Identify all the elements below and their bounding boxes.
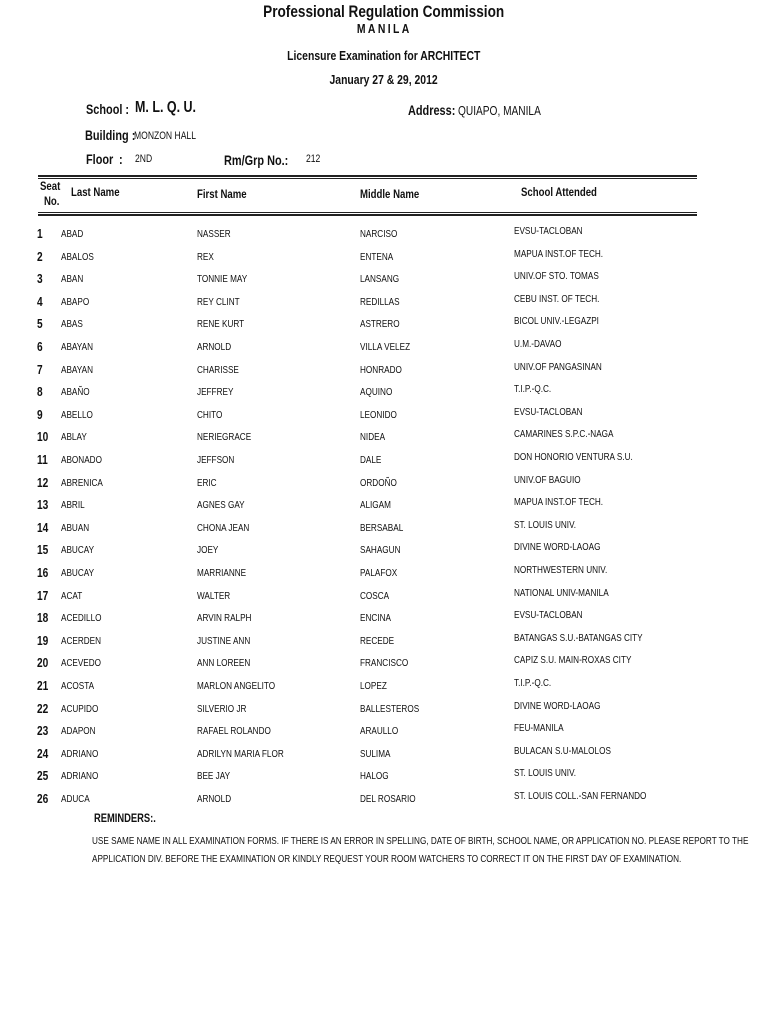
school-cell: U.M.-DAVAO	[514, 338, 562, 350]
first-name-cell: TONNIE MAY	[197, 273, 248, 286]
seat-number: 10	[37, 429, 49, 445]
last-name-cell: ABUAN	[61, 521, 90, 534]
col-header-school: School Attended	[521, 185, 597, 199]
table-row	[0, 518, 768, 544]
reminders-heading: REMINDERS:.	[94, 811, 156, 825]
last-name-cell: ABAD	[61, 228, 84, 240]
middle-name-cell: ARAULLO	[360, 725, 399, 738]
table-row	[0, 677, 768, 702]
seat-number: 16	[37, 565, 49, 580]
table-row	[0, 699, 768, 725]
first-name-cell: MARLON ANGELITO	[197, 680, 276, 692]
first-name-cell: ARNOLD	[197, 793, 232, 805]
exam-dates: January 27 & 29, 2012	[329, 72, 439, 87]
middle-name-cell: DALE	[360, 454, 382, 466]
header-top-rule-thin	[38, 178, 697, 179]
last-name-cell: ABELLO	[61, 408, 93, 421]
middle-name-cell: ENCINA	[360, 612, 391, 625]
last-name-cell: ACERDEN	[61, 634, 102, 647]
table-row	[0, 225, 768, 250]
table-row	[0, 541, 768, 566]
seat-number: 23	[37, 723, 49, 739]
last-name-cell: ABRIL	[61, 499, 85, 512]
last-name-cell: ABAYAN	[61, 363, 94, 376]
seat-number: 19	[37, 632, 49, 648]
first-name-cell: RENE KURT	[197, 318, 245, 331]
last-name-cell: ABAS	[61, 318, 83, 331]
seat-number: 9	[37, 406, 43, 422]
middle-name-cell: FRANCISCO	[360, 657, 409, 670]
table-row	[0, 383, 768, 408]
middle-name-cell: SULIMA	[360, 747, 391, 760]
school-cell: ST. LOUIS UNIV.	[514, 767, 577, 780]
school-label: School :	[86, 101, 130, 117]
table-row	[0, 315, 768, 340]
school-cell: UNIV.OF BAGUIO	[514, 473, 581, 486]
seat-number: 7	[37, 361, 43, 377]
seat-number: 4	[37, 293, 43, 309]
room-label: Rm/Grp No.:	[224, 152, 289, 168]
address-value: QUIAPO, MANILA	[458, 103, 541, 118]
school-cell: EVSU-TACLOBAN	[514, 609, 583, 622]
col-header-last-name: Last Name	[71, 185, 120, 199]
school-cell: ST. LOUIS COLL.-SAN FERNANDO	[514, 790, 647, 802]
table-row	[0, 270, 768, 295]
seat-number: 14	[37, 519, 49, 535]
table-row	[0, 247, 768, 273]
seat-number: 17	[37, 587, 49, 603]
first-name-cell: NASSER	[197, 228, 231, 240]
school-cell: DON HONORIO VENTURA S.U.	[514, 451, 633, 463]
seat-number: 24	[37, 745, 49, 761]
floor-colon: :	[119, 151, 123, 167]
middle-name-cell: DEL ROSARIO	[360, 793, 416, 805]
last-name-cell: ACEVEDO	[61, 657, 102, 670]
school-cell: ST. LOUIS UNIV.	[514, 518, 577, 531]
table-row	[0, 405, 768, 431]
last-name-cell: ABUCAY	[61, 544, 95, 557]
table-row	[0, 654, 768, 679]
seat-number: 5	[37, 316, 43, 332]
header-bottom-rule-thick	[38, 214, 697, 216]
school-cell: CAPIZ S.U. MAIN-ROXAS CITY	[514, 654, 632, 667]
last-name-cell: ACEDILLO	[61, 612, 102, 625]
middle-name-cell: VILLA VELEZ	[360, 341, 411, 353]
last-name-cell: ACUPIDO	[61, 702, 99, 715]
last-name-cell: ABALOS	[61, 250, 94, 263]
table-row	[0, 451, 768, 476]
reminders-line-2: APPLICATION DIV. BEFORE THE EXAMINATION OR KINDLY REQUEST YOUR ROOM WATCHERS TO CORRECT IT ON THE FIRST DAY OF EXAMINATION.	[92, 853, 682, 865]
middle-name-cell: NARCISO	[360, 228, 398, 240]
school-cell: BICOL UNIV.-LEGAZPI	[514, 315, 599, 328]
middle-name-cell: ASTRERO	[360, 318, 400, 331]
first-name-cell: BEE JAY	[197, 770, 231, 783]
school-cell: NORTHWESTERN UNIV.	[514, 564, 608, 576]
floor-label: Floor	[86, 151, 114, 167]
first-name-cell: REX	[197, 250, 214, 263]
school-cell: T.I.P.-Q.C.	[514, 383, 552, 396]
last-name-cell: ABAN	[61, 273, 84, 286]
last-name-cell: ADAPON	[61, 725, 96, 738]
table-row	[0, 744, 768, 770]
last-name-cell: ABAYAN	[61, 341, 94, 353]
table-row	[0, 496, 768, 521]
last-name-cell: ABLAY	[61, 431, 87, 444]
col-header-middle-name: Middle Name	[360, 187, 420, 201]
seat-number: 18	[37, 610, 49, 626]
first-name-cell: NERIEGRACE	[197, 431, 252, 444]
middle-name-cell: PALAFOX	[360, 567, 398, 579]
school-cell: MAPUA INST.OF TECH.	[514, 496, 604, 509]
reminders-text	[92, 832, 768, 868]
school-cell: T.I.P.-Q.C.	[514, 677, 552, 689]
document-title: Professional Regulation Commission	[263, 2, 505, 21]
table-row	[0, 292, 768, 318]
first-name-cell: MARRIANNE	[197, 567, 247, 579]
seat-number: 2	[37, 248, 43, 264]
school-cell: DIVINE WORD-LAOAG	[514, 541, 601, 554]
school-cell: NATIONAL UNIV-MANILA	[514, 586, 609, 599]
middle-name-cell: BALLESTEROS	[360, 702, 420, 715]
first-name-cell: ADRILYN MARIA FLOR	[197, 747, 284, 760]
school-cell: MAPUA INST.OF TECH.	[514, 247, 604, 260]
building-value: MONZON HALL	[134, 130, 196, 142]
first-name-cell: JEFFSON	[197, 454, 235, 466]
first-name-cell: REY CLINT	[197, 295, 240, 308]
first-name-cell: WALTER	[197, 589, 231, 602]
first-name-cell: ARNOLD	[197, 341, 232, 353]
middle-name-cell: SAHAGUN	[360, 544, 401, 557]
first-name-cell: CHITO	[197, 408, 223, 421]
seat-number: 8	[37, 384, 43, 400]
last-name-cell: ACOSTA	[61, 680, 95, 692]
middle-name-cell: LANSANG	[360, 273, 400, 286]
school-cell: UNIV.OF STO. TOMAS	[514, 270, 599, 283]
col-header-seat: Seat No.	[40, 179, 61, 208]
first-name-cell: AGNES GAY	[197, 499, 245, 512]
school-cell: BULACAN S.U-MALOLOS	[514, 744, 611, 757]
middle-name-cell: COSCA	[360, 589, 390, 602]
first-name-cell: ARVIN RALPH	[197, 612, 252, 625]
seat-number: 1	[37, 226, 43, 241]
address-label: Address:	[408, 102, 456, 118]
first-name-cell: ANN LOREEN	[197, 657, 251, 670]
middle-name-cell: AQUINO	[360, 386, 393, 399]
first-name-cell: ERIC	[197, 476, 217, 489]
first-name-cell: SILVERIO JR	[197, 702, 247, 715]
seat-number: 13	[37, 497, 49, 513]
school-value: M. L. Q. U.	[135, 99, 197, 116]
exam-heading: Licensure Examination for ARCHITECT	[287, 48, 481, 63]
last-name-cell: ACAT	[61, 589, 83, 602]
last-name-cell: ADUCA	[61, 793, 90, 805]
building-label: Building :	[85, 127, 136, 143]
seat-number: 25	[37, 768, 49, 784]
city-heading: MANILA	[356, 21, 412, 36]
middle-name-cell: RECEDE	[360, 634, 395, 647]
last-name-cell: ABRENICA	[61, 476, 103, 489]
first-name-cell: JUSTINE ANN	[197, 634, 251, 647]
last-name-cell: ADRIANO	[61, 747, 99, 760]
seat-number: 3	[37, 271, 43, 287]
seat-number: 6	[37, 339, 43, 354]
header-top-rule	[38, 175, 697, 177]
last-name-cell: ADRIANO	[61, 770, 99, 783]
middle-name-cell: ENTENA	[360, 250, 394, 263]
middle-name-cell: ORDOÑO	[360, 476, 397, 489]
header-bottom-rule	[38, 212, 697, 213]
table-row	[0, 722, 768, 747]
last-name-cell: ABAPO	[61, 295, 90, 308]
middle-name-cell: ALIGAM	[360, 499, 391, 512]
seat-number: 22	[37, 700, 49, 716]
col-header-first-name: First Name	[197, 187, 247, 201]
seat-number: 26	[37, 791, 49, 806]
school-cell: FEU-MANILA	[514, 722, 564, 735]
last-name-cell: ABUCAY	[61, 567, 95, 579]
table-row	[0, 586, 768, 612]
middle-name-cell: NIDEA	[360, 431, 386, 444]
first-name-cell: JEFFREY	[197, 386, 234, 399]
middle-name-cell: LOPEZ	[360, 680, 387, 692]
school-cell: EVSU-TACLOBAN	[514, 405, 583, 418]
middle-name-cell: BERSABAL	[360, 521, 404, 534]
seat-number: 11	[37, 452, 48, 467]
table-row	[0, 360, 768, 386]
school-cell: BATANGAS S.U.-BATANGAS CITY	[514, 631, 643, 644]
last-name-cell: ABONADO	[61, 454, 102, 466]
first-name-cell: RAFAEL ROLANDO	[197, 725, 271, 738]
school-cell: UNIV.OF PANGASINAN	[514, 360, 602, 373]
middle-name-cell: HONRADO	[360, 363, 402, 376]
school-cell: CAMARINES S.P.C.-NAGA	[514, 428, 614, 441]
seat-number: 21	[37, 678, 49, 693]
seat-number: 20	[37, 655, 49, 671]
school-cell: DIVINE WORD-LAOAG	[514, 699, 601, 712]
seat-number: 15	[37, 542, 49, 558]
room-value: 212	[306, 153, 321, 165]
middle-name-cell: HALOG	[360, 770, 389, 783]
reminders-line-1: USE SAME NAME IN ALL EXAMINATION FORMS. IF THERE IS AN ERROR IN SPELLING, DATE OF BIRTH, SCHOOL NAME, OR APPLICATION NO. PLEASE REPORT TO THE	[92, 835, 749, 847]
table-row	[0, 473, 768, 499]
first-name-cell: CHARISSE	[197, 363, 239, 376]
first-name-cell: CHONA JEAN	[197, 521, 250, 534]
floor-value: 2ND	[135, 153, 153, 165]
seat-number: 12	[37, 474, 49, 490]
school-cell: EVSU-TACLOBAN	[514, 225, 583, 237]
middle-name-cell: LEONIDO	[360, 408, 397, 421]
table-row	[0, 338, 768, 363]
middle-name-cell: REDILLAS	[360, 295, 400, 308]
first-name-cell: JOEY	[197, 544, 219, 557]
last-name-cell: ABAÑO	[61, 386, 90, 399]
table-row	[0, 564, 768, 589]
school-cell: CEBU INST. OF TECH.	[514, 292, 600, 305]
